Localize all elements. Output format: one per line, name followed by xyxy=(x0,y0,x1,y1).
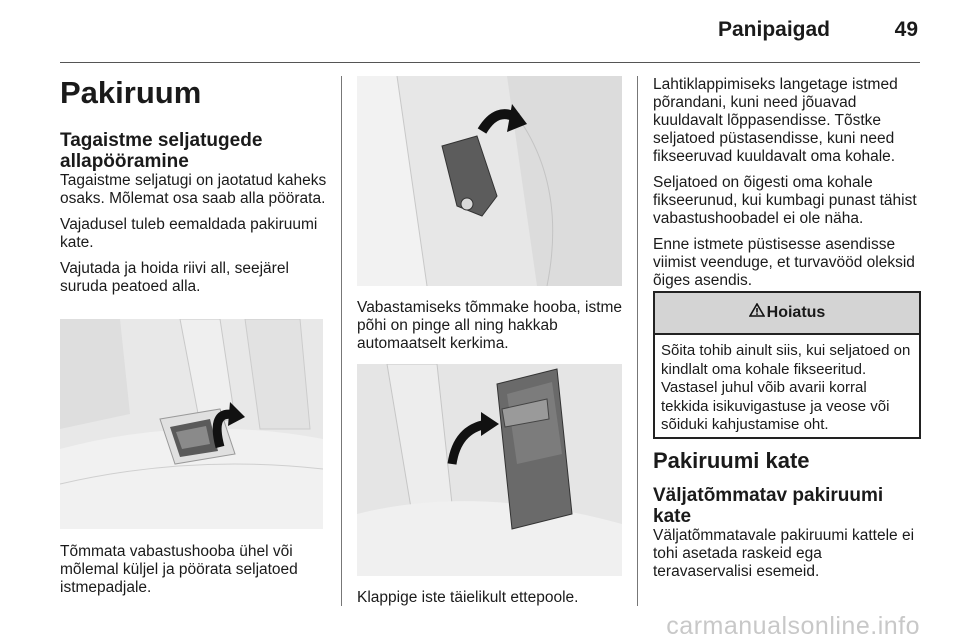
caption-text: Tõmmata vabastushooba ühel või mõlemal küljel ja pöörata seljatoed istmepadjale. xyxy=(60,543,298,596)
subsection-heading: Väljatõmmatav pakiruumi kate xyxy=(653,485,884,527)
warning-body: Sõita tohib ainult siis, kui seljatoed on kindlalt oma kohale fikseeritud. Vastasel juhul võib avarii korral tekkida isikuvigastuse ja veose või sõiduki kahjustamise oht. xyxy=(661,342,911,433)
column-divider-left xyxy=(341,76,342,606)
illustration-seat-lever xyxy=(357,76,622,286)
chapter-title: Pakiruum xyxy=(60,75,202,110)
watermark: carmanualsonline.info xyxy=(666,612,920,640)
paragraph: Tagaistme seljatugi on jaotatud kaheks osaks. Mõlemat osa saab alla pöörata. xyxy=(60,172,327,207)
column-3 xyxy=(653,76,921,290)
paragraph: Vajadusel tuleb eemaldada pakiruumi kate. xyxy=(60,216,318,251)
subsection-title: Tagaistme seljatugede allapööramine xyxy=(60,130,263,172)
column-1 xyxy=(60,76,328,296)
illustration-headrest-release xyxy=(60,319,323,529)
paragraph: Klappige iste täielikult ettepoole. xyxy=(357,589,579,606)
warning-triangle-icon xyxy=(749,293,765,333)
section-heading: Pakiruumi kate xyxy=(653,448,810,473)
paragraph: Enne istmete püstisesse asendisse viimist veenduge, et turvavööd oleksid õiges asendis. xyxy=(653,236,915,289)
paragraph: Väljatõmmatavale pakiruumi kattele ei tohi asetada raskeid ega teravaservalisi esemeid. xyxy=(653,527,915,580)
warning-header xyxy=(655,293,919,335)
column-divider-right xyxy=(637,76,638,606)
paragraph: Vajutada ja hoida riivi all, seejärel suruda peatoed alla. xyxy=(60,260,289,295)
cover-section xyxy=(653,449,921,581)
text-block xyxy=(357,589,625,607)
paragraph: Seljatoed on õigesti oma kohale fikseerunud, kui kumbagi punast tähist vabastushoobadel ei ole näha. xyxy=(653,174,917,227)
illustration-seat-folded xyxy=(357,364,622,576)
section-title: Panipaigad xyxy=(717,18,830,41)
figure-caption-1 xyxy=(60,543,328,597)
page-number: 49 xyxy=(894,18,918,41)
text-block xyxy=(357,299,625,353)
paragraph: Lahtiklappimiseks langetage istmed põrandani, kuni need jõuavad kuuldavalt lõppasendisse. Tõstke seljatoed püstasendisse, kuni need fikseeruvad kuuldavalt oma kohale. xyxy=(653,76,898,165)
warning-box xyxy=(653,291,921,439)
page-header xyxy=(60,0,920,63)
paragraph: Vabastamiseks tõmmake hooba, istme põhi on pinge all ning hakkab automaatselt kerkima. xyxy=(357,299,623,352)
warning-title: Hoiatus xyxy=(766,304,826,321)
